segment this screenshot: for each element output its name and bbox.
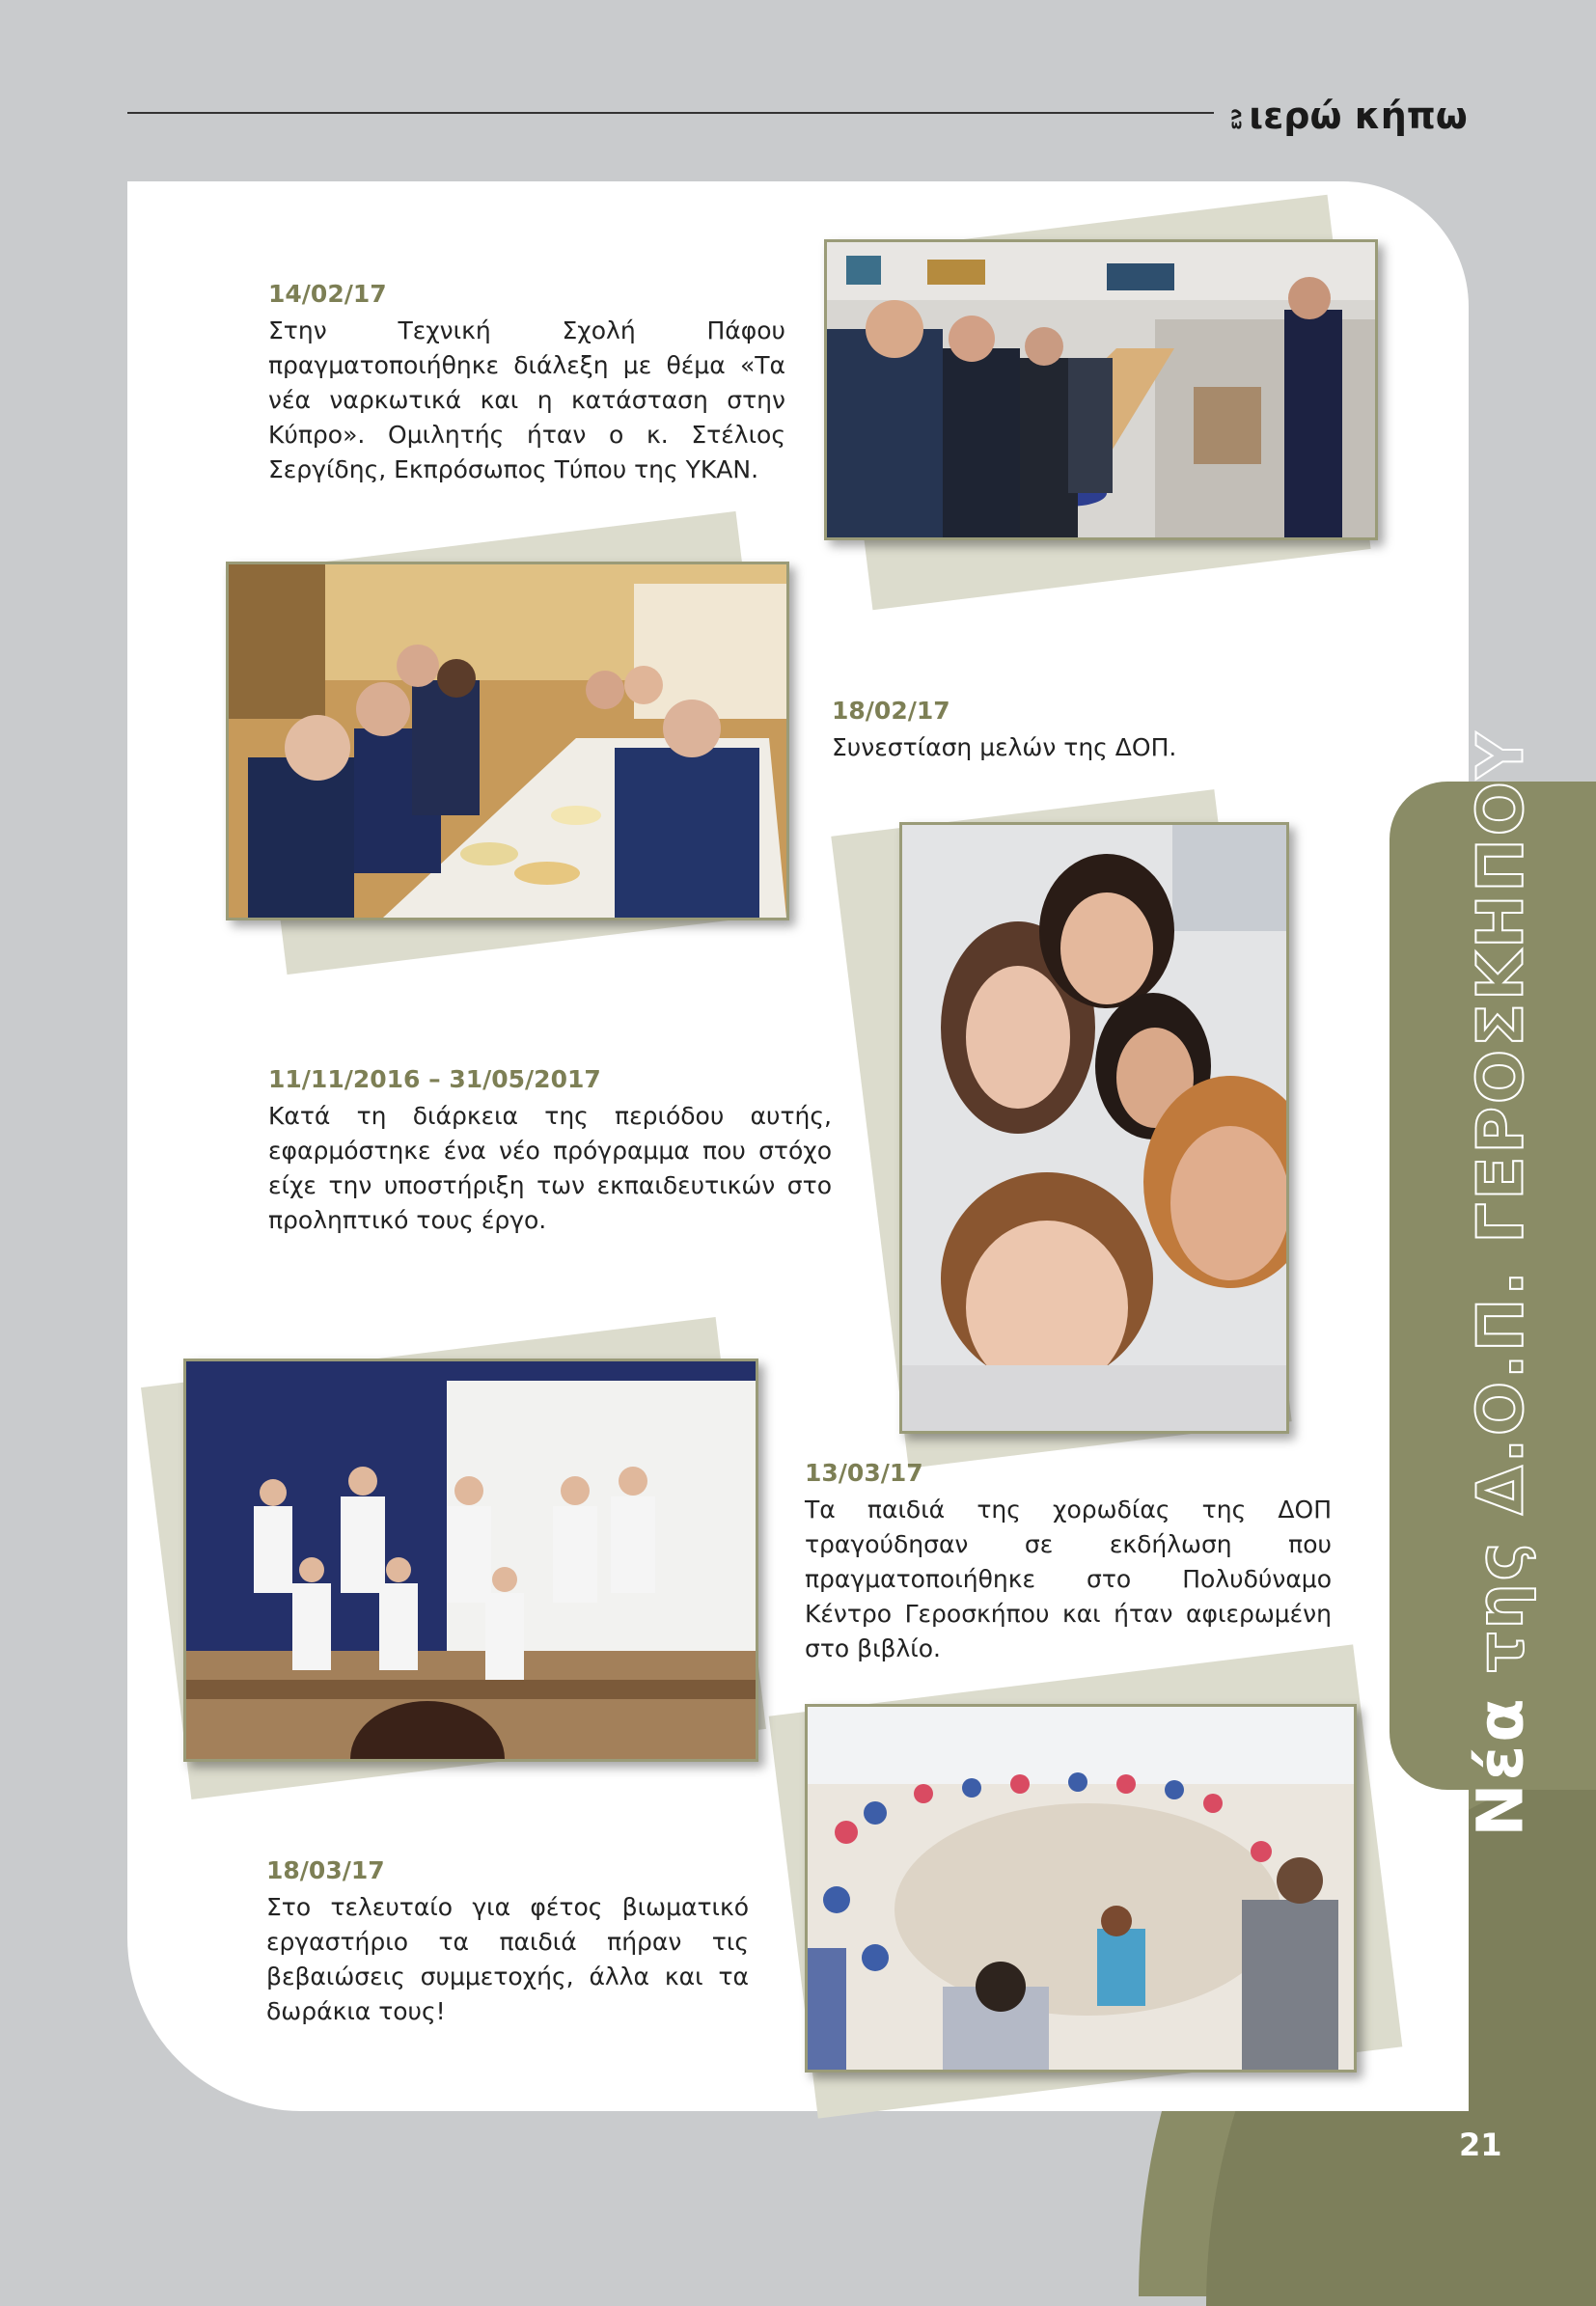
- choir-children-image: [186, 1361, 756, 1759]
- article-dinner: [832, 697, 1353, 765]
- photo-choir: [183, 1359, 758, 1762]
- article-text: Στην Τεχνική Σχολή Πάφου πραγματοποιήθηκε διάλεξη με θέμα «Τα νέα ναρκωτικά και η κατάσταση στην Κύπρο». Ομιλητής ήταν ο κ. Στέλιος Σεργίδης, Εκπρόσωπος Τύπου της ΥΚΑΝ.: [268, 316, 785, 483]
- side-tab-title-rest: της Δ.Ο.Π. ΓΕΡΟΣΚΗΠΟΥ: [1463, 729, 1538, 1673]
- article-date: 18/03/17: [266, 1856, 385, 1884]
- masthead-small-text: εν: [1225, 108, 1247, 130]
- article-date: 18/02/17: [832, 697, 950, 725]
- article-choir: [805, 1459, 1332, 1666]
- photo-workshop: [805, 1704, 1357, 2073]
- article-text: Κατά τη διάρκεια της περιόδου αυτής, εφαρμόστηκε ένα νέο πρόγραμμα που στόχο είχε την υποστήριξη των εκπαιδευτικών στο προληπτικό τους έργο.: [268, 1102, 832, 1234]
- page-number: 21: [1459, 2127, 1502, 2163]
- masthead-main-text: ιερώ κήπω: [1249, 95, 1468, 137]
- dinner-gathering-image: [229, 564, 786, 918]
- workshop-children-image: [808, 1707, 1354, 2070]
- article-text: Στο τελευταίο για φέτος βιωματικό εργαστήριο τα παιδιά πήραν τις βεβαιώσεις συμμετοχής, άλλα και τα δωράκια τους!: [266, 1893, 749, 2025]
- article-date: 13/03/17: [805, 1459, 923, 1487]
- photo-dinner: [226, 562, 789, 920]
- lecture-hall-image: [827, 242, 1375, 537]
- masthead-logo: [1225, 89, 1468, 137]
- article-workshop: [266, 1856, 749, 2029]
- header-rule: [127, 112, 1214, 114]
- photo-lecture: [824, 239, 1378, 540]
- article-text: Τα παιδιά της χορωδίας της ΔΟΠ τραγούδησαν σε εκδήλωση που πραγματοποιήθηκε στο Πολυδύναμο Κέντρο Γεροσκήπου και ήταν αφιερωμένη στο βιβλίο.: [805, 1496, 1332, 1662]
- article-date: 14/02/17: [268, 280, 387, 308]
- article-date: 11/11/2016 – 31/05/2017: [268, 1065, 601, 1093]
- article-program: [268, 1065, 832, 1238]
- article-lecture: [268, 280, 785, 487]
- article-text: Συνεστίαση μελών της ΔΟΠ.: [832, 733, 1177, 761]
- selfie-group-image: [902, 825, 1286, 1431]
- side-tab-title-bold: Νέα: [1463, 1695, 1538, 1837]
- side-tab-title: [1464, 729, 1538, 1836]
- photo-selfie: [899, 822, 1289, 1434]
